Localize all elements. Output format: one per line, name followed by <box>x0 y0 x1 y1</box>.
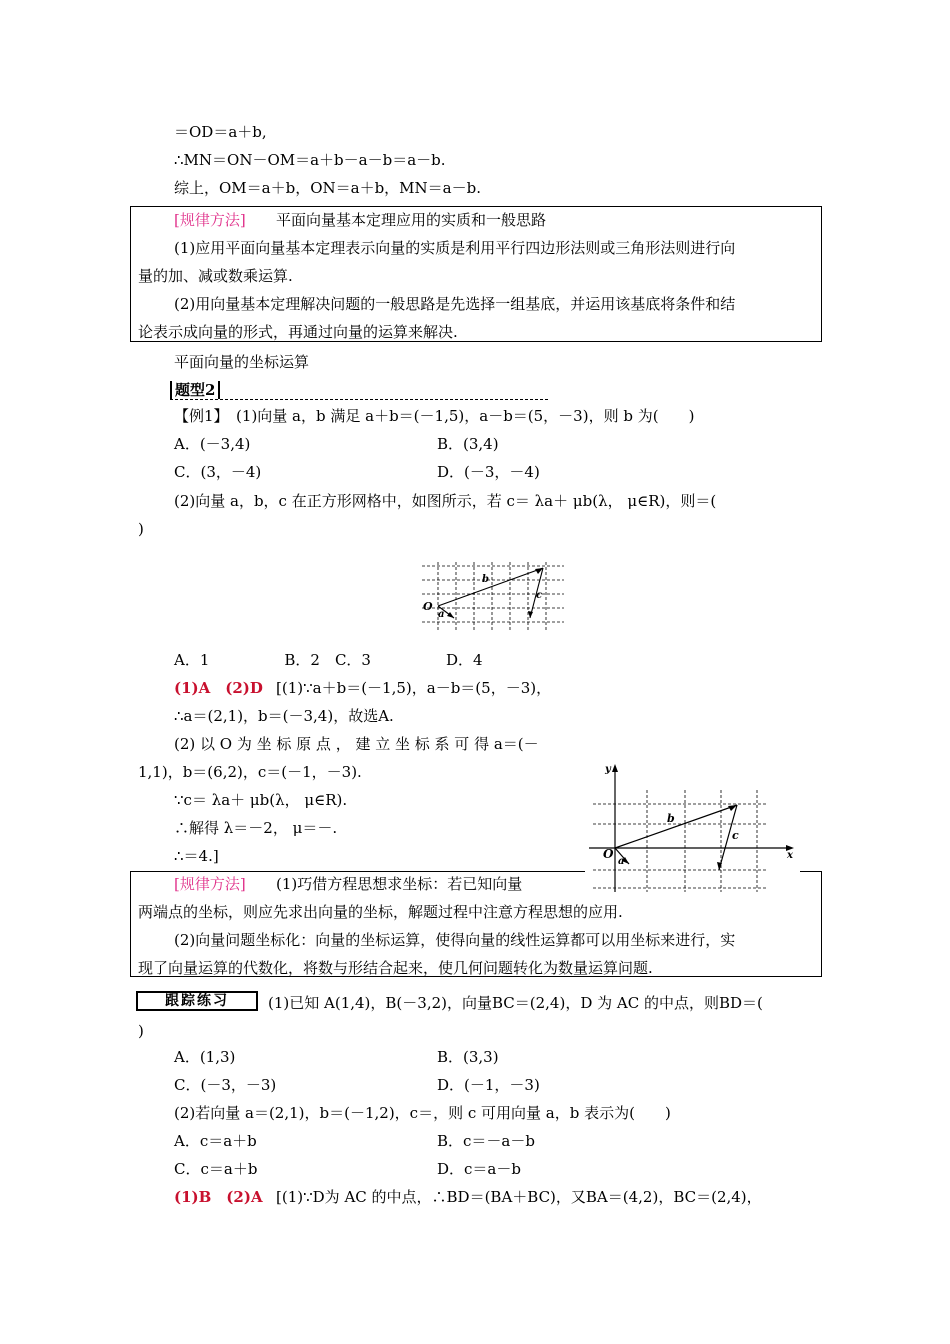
label-c: c <box>536 590 543 601</box>
coordinate-figure <box>585 760 800 894</box>
text-line: ＝OD＝a＋b, <box>174 123 267 141</box>
answer-label: (1)B (2)A <box>174 1188 263 1206</box>
option-b: B．(3,3) <box>437 1048 499 1066</box>
text-line: (2)向量问题坐标化：向量的坐标运算，使得向量的线性运算都可以用坐标来进行，实 <box>174 931 736 949</box>
section-title: 平面向量的坐标运算 <box>174 353 310 371</box>
option-a: A．(1,3) <box>174 1048 236 1066</box>
label-b: b <box>667 812 675 825</box>
dashed-divider <box>170 399 548 400</box>
text-line: (1)巧借方程思想求坐标：若已知向量 <box>276 875 523 893</box>
label-y: y <box>605 764 611 775</box>
track-practice-tag: 跟踪练习 <box>138 991 256 1011</box>
option-b: B．c＝－a－b <box>437 1132 535 1150</box>
label-a: a <box>618 856 625 867</box>
text-line: 论表示成向量的形式，再通过向量的运算来解决. <box>138 323 458 341</box>
option-c: C．(－3，－3) <box>174 1076 277 1094</box>
option-b: B．(3,4) <box>437 435 499 453</box>
text-line: 现了向量运算的代数化，将数与形结合起来，使几何问题转化为数量运算问题. <box>138 959 653 977</box>
label-o: O <box>423 600 433 613</box>
type-tag: 题型2 <box>170 381 220 399</box>
option-d: D．(－3，－4) <box>437 463 540 481</box>
solution-line: [(1)∵a＋b＝(－1,5)，a－b＝(5，－3)， <box>276 679 552 697</box>
question-1: 【例1】 (1)向量 a，b 满足 a＋b＝(－1,5)，a－b＝(5，－3)，则 b 为( ) <box>174 407 695 425</box>
text-line: 两端点的坐标，则应先求出向量的坐标，解题过程中注意方程思想的应用. <box>138 903 623 921</box>
solution-line: ∴解得 λ＝－2， μ＝－. <box>174 819 338 837</box>
option-d: D．c＝a－b <box>437 1160 521 1178</box>
solution-line: ∴a＝(2,1)，b＝(－3,4)，故选A. <box>174 707 394 725</box>
question-2-options: A．1 B．2 C．3 D．4 <box>174 651 483 669</box>
solution-line: ∴＝4.] <box>174 847 219 865</box>
label-a: a <box>438 609 445 620</box>
text-line: (2)用向量基本定理解决问题的一般思路是先选择一组基底，并运用该基底将条件和结 <box>174 295 736 313</box>
option-d: D．(－1，－3) <box>437 1076 540 1094</box>
option-a: A．c＝a＋b <box>174 1132 257 1150</box>
method-tag: [规律方法] <box>174 875 246 893</box>
answer-label: (1)A (2)D <box>174 679 263 697</box>
label-o: O <box>603 847 614 861</box>
solution-line: (2) 以 O 为 坐 标 原 点 ， 建 立 坐 标 系 可 得 a＝(－ <box>174 735 539 753</box>
option-a: A．(－3,4) <box>174 435 251 453</box>
method-tag: [规律方法] <box>174 211 246 229</box>
text-line: ∴MN＝ON－OM＝a＋b－a－b＝a－b. <box>174 151 446 169</box>
text-line: 量的加、减或数乘运算. <box>138 267 293 285</box>
option-c: C．c＝a＋b <box>174 1160 258 1178</box>
text-line: 综上，OM＝a＋b，ON＝a＋b，MN＝a－b. <box>174 179 481 197</box>
solution-line: 1,1)，b＝(6,2)，c＝(－1，－3). <box>138 763 362 781</box>
label-b: b <box>482 574 489 585</box>
label-x: x <box>787 850 793 861</box>
solution-line: [(1)∵D为 AC 的中点，∴BD＝(BA＋BC)，又BA＝(4,2)，BC＝(2,4)， <box>276 1188 762 1206</box>
track-question-1-cont: ) <box>138 1022 144 1040</box>
question-2: (2)向量 a，b，c 在正方形网格中，如图所示，若 c＝ λa＋ μb(λ， μ∈R)，则＝( <box>174 492 717 510</box>
question-2-cont: ) <box>138 520 144 538</box>
option-c: C．(3，－4) <box>174 463 262 481</box>
text-line: (1)应用平面向量基本定理表示向量的实质是利用平行四边形法则或三角形法则进行向 <box>174 239 736 257</box>
grid-figure-1 <box>418 560 568 634</box>
method-title: 平面向量基本定理应用的实质和一般思路 <box>276 211 547 229</box>
track-question-2: (2)若向量 a＝(2,1)，b＝(－1,2)，c＝，则 c 可用向量 a，b 表示为( ) <box>174 1104 671 1122</box>
solution-line: ∵c＝ λa＋ μb(λ， μ∈R). <box>174 791 348 809</box>
label-c: c <box>732 829 739 842</box>
track-question-1: (1)已知 A(1,4)，B(－3,2)，向量BC＝(2,4)，D 为 AC 的中点，则BD＝( <box>268 994 763 1012</box>
